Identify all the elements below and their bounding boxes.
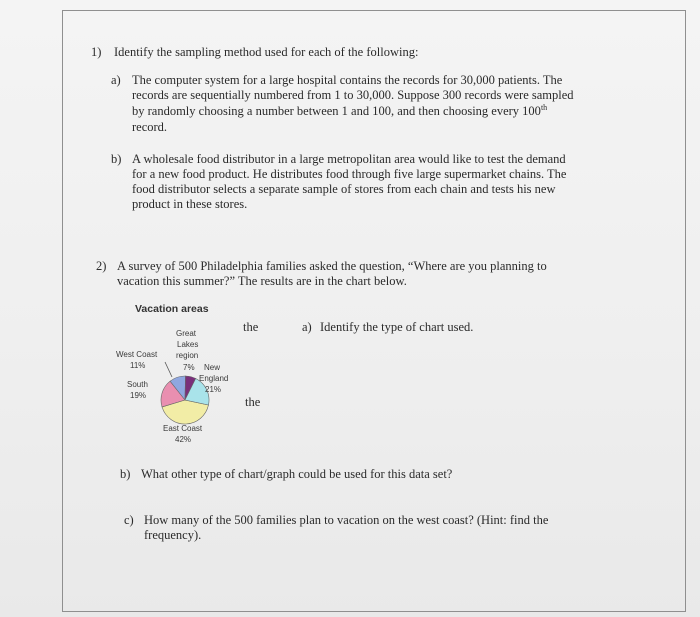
label-great-lakes-1: Great <box>176 329 197 338</box>
label-west-coast-pct: 11% <box>130 361 146 370</box>
q1a-line-3-text: by randomly choosing a number between 1 and 100, and then choosing every 100 <box>132 104 541 118</box>
q1a-line-2: records are sequentially numbered from 1 to 30,000. Suppose 300 records were sampled <box>132 88 574 102</box>
q1-prompt: Identify the sampling method used for each of the following: <box>114 45 419 59</box>
q2-line-1: A survey of 500 Philadelphia families asked the question, “Where are you planning to <box>117 259 547 273</box>
q2-line-2: vacation this summer?” The results are in the chart below. <box>117 274 407 288</box>
q1b-line-3: food distributor selects a separate sample of stores from each chain and tests his new <box>132 182 556 196</box>
label-new-england-2: England <box>199 374 229 383</box>
q2b-label: b) <box>120 467 131 481</box>
label-south-pct: 19% <box>130 391 147 400</box>
q1a-superscript: th <box>540 102 548 112</box>
q2c-line-2: frequency). <box>144 528 202 542</box>
q2a-label: a) <box>302 320 312 334</box>
q1-number: 1) <box>91 45 102 59</box>
q1a-line-4: record. <box>132 120 168 134</box>
stray-text-1: the <box>243 320 259 334</box>
label-east-coast-pct: 42% <box>175 435 192 444</box>
chart-title: Vacation areas <box>135 303 209 315</box>
label-new-england-1: New <box>204 363 221 372</box>
label-east-coast: East Coast <box>163 424 203 433</box>
label-west-coast: West Coast <box>116 350 158 359</box>
label-great-lakes-pct: 7% <box>183 363 195 372</box>
label-great-lakes-3: region <box>176 351 199 360</box>
q1b-line-4: product in these stores. <box>132 197 248 211</box>
stray-text-2: the <box>245 395 261 409</box>
label-south: South <box>127 380 148 389</box>
q2b-text: What other type of chart/graph could be used for this data set? <box>141 467 453 481</box>
q1b-label: b) <box>111 152 122 166</box>
q2c-label: c) <box>124 513 134 527</box>
q1b-line-1: A wholesale food distributor in a large metropolitan area would like to test the demand <box>132 152 566 166</box>
q2-number: 2) <box>96 259 107 273</box>
label-new-england-pct: 21% <box>205 385 222 394</box>
q2a-text: Identify the type of chart used. <box>320 320 474 334</box>
label-great-lakes-2: Lakes <box>177 340 199 349</box>
q1b-line-2: for a new food product. He distributes food through five large supermarket chains. The <box>132 167 567 181</box>
q1a-label: a) <box>111 73 121 87</box>
q1a-line-1: The computer system for a large hospital contains the records for 30,000 patients. The <box>132 73 563 87</box>
q2c-line-1: How many of the 500 families plan to vacation on the west coast? (Hint: find the <box>144 513 549 527</box>
west-coast-leader-line <box>165 362 172 377</box>
